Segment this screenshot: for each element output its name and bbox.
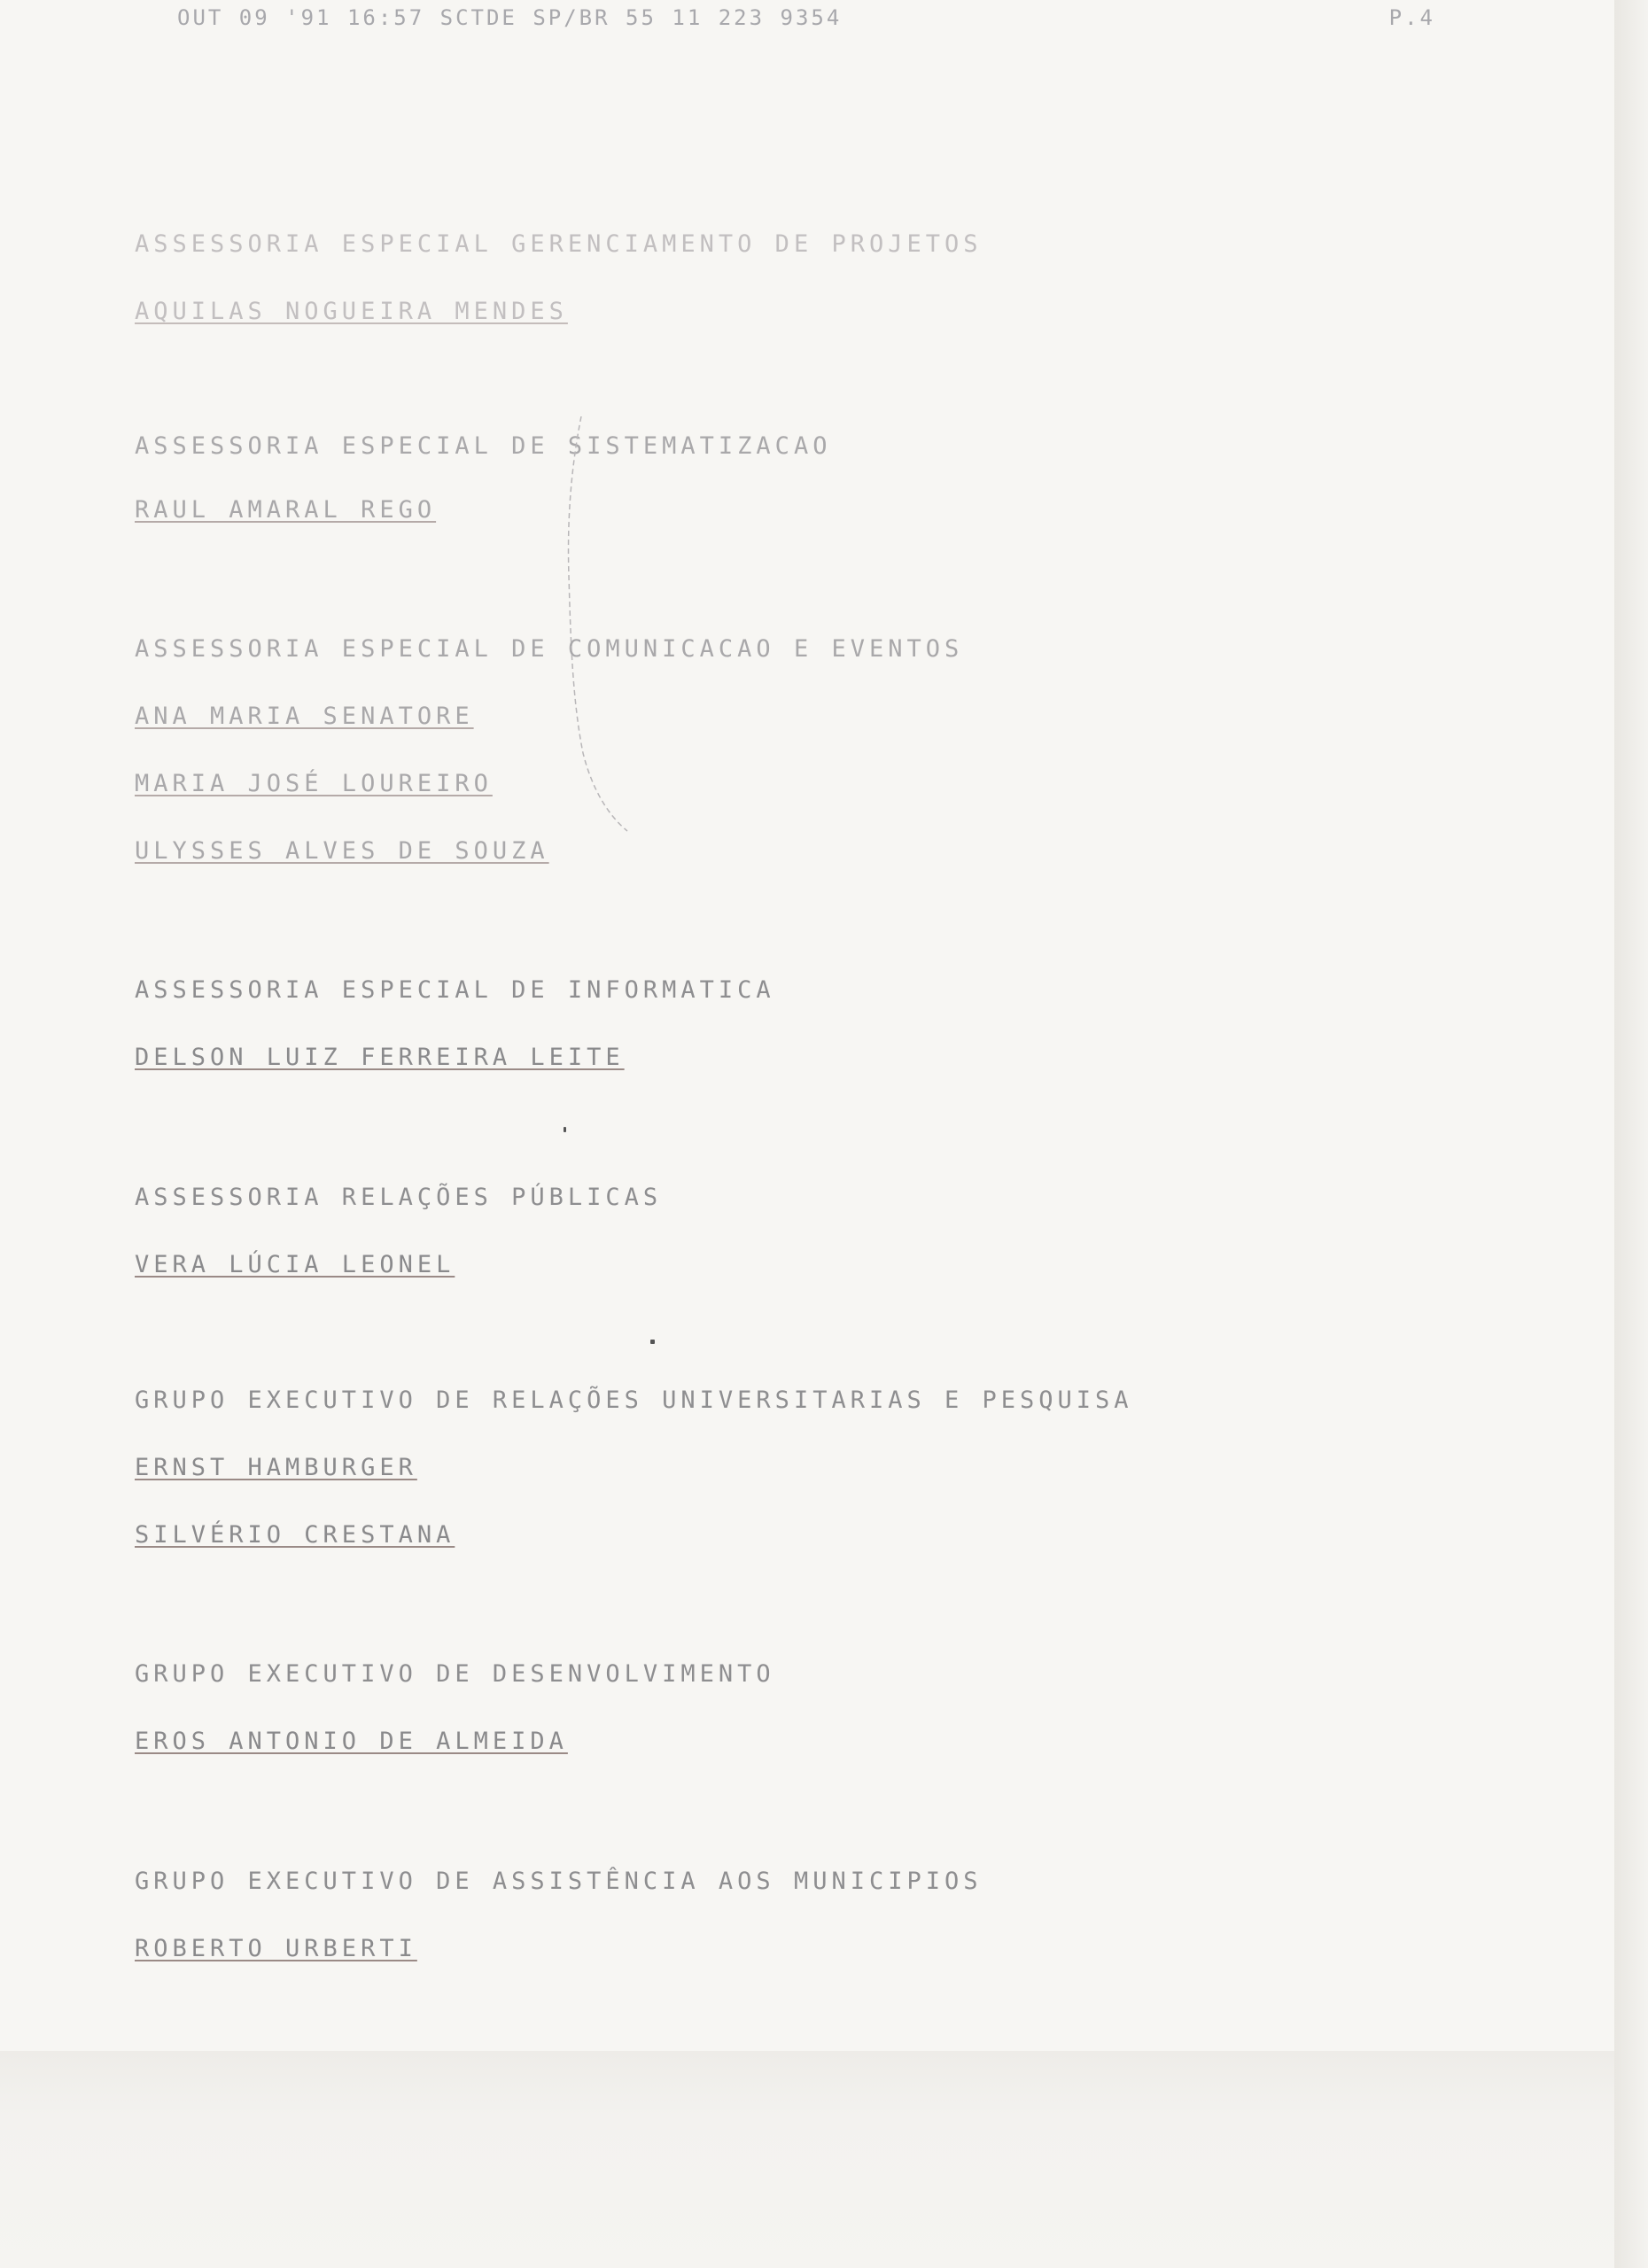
member-name: ANA MARIA SENATORE [135,703,474,730]
section-comunicacao-eventos [135,632,1464,869]
section-title: GRUPO EXECUTIVO DE RELAÇÕES UNIVERSITARIAS E PESQUISA [135,1386,1133,1414]
member-name: SILVÉRIO CRESTANA [135,1521,455,1549]
member-name: EROS ANTONIO DE ALMEIDA [135,1728,568,1755]
fax-transmission-line: OUT 09 '91 16:57 SCTDE SP/BR 55 11 223 9354 [177,5,843,30]
section-title: ASSESSORIA ESPECIAL DE COMUNICACAO E EVENTOS [135,635,964,663]
member-name: AQUILAS NOGUEIRA MENDES [135,298,568,325]
section-desenvolvimento [135,1657,1464,1759]
paper-fold-shadow [0,2051,1614,2268]
section-informatica [135,973,1464,1076]
section-title: ASSESSORIA ESPECIAL GERENCIAMENTO DE PROJETOS [135,230,983,258]
section-title: ASSESSORIA RELAÇÕES PÚBLICAS [135,1184,663,1211]
member-name: ULYSSES ALVES DE SOUZA [135,837,549,865]
staff-directory [135,227,1464,1967]
section-title: ASSESSORIA ESPECIAL DE SISTEMATIZACAO [135,432,832,460]
pen-stroke-mark [564,416,634,833]
member-name: VERA LÚCIA LEONEL [135,1251,455,1278]
member-name: MARIA JOSÉ LOUREIRO [135,770,493,797]
fax-transmission-header [177,5,1435,30]
section-sistematizacao [135,429,1464,528]
section-assistencia-municipios [135,1864,1464,1967]
section-title: GRUPO EXECUTIVO DE ASSISTÊNCIA AOS MUNICIPIOS [135,1868,983,1895]
speck-mark [650,1340,655,1344]
member-name: RAUL AMARAL REGO [135,496,437,524]
member-name: ROBERTO URBERTI [135,1935,417,1962]
section-gerenciamento-projetos [135,227,1464,330]
page-number: P.4 [1388,5,1435,30]
page-edge [1614,0,1648,2268]
section-title: GRUPO EXECUTIVO DE DESENVOLVIMENTO [135,1660,775,1688]
section-title: ASSESSORIA ESPECIAL DE INFORMATICA [135,976,775,1004]
member-name: ERNST HAMBURGER [135,1454,417,1481]
member-name: DELSON LUIZ FERREIRA LEITE [135,1044,625,1071]
section-relacoes-universitarias [135,1383,1464,1553]
speck-mark [564,1127,566,1132]
section-relacoes-publicas [135,1180,1464,1283]
